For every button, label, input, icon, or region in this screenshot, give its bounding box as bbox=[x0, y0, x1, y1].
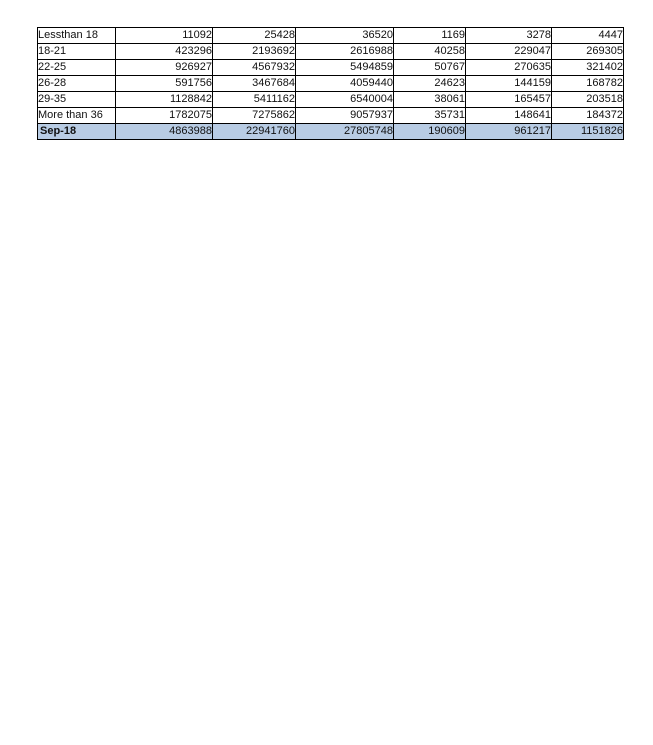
value-cell[interactable]: 5494859 bbox=[296, 60, 394, 76]
value-cell[interactable]: 165457 bbox=[466, 92, 552, 108]
age-group-data-table bbox=[37, 27, 624, 140]
table-row bbox=[38, 44, 624, 60]
value-cell[interactable]: 2616988 bbox=[296, 44, 394, 60]
row-label-cell[interactable]: 18-21 bbox=[38, 44, 116, 60]
value-cell[interactable]: 4059440 bbox=[296, 76, 394, 92]
value-cell[interactable]: 40258 bbox=[394, 44, 466, 60]
total-row bbox=[38, 124, 624, 140]
table-row bbox=[38, 108, 624, 124]
total-value-cell[interactable]: 190609 bbox=[394, 124, 466, 140]
value-cell[interactable]: 9057937 bbox=[296, 108, 394, 124]
value-cell[interactable]: 168782 bbox=[552, 76, 624, 92]
table-row bbox=[38, 28, 624, 44]
value-cell[interactable]: 2193692 bbox=[213, 44, 296, 60]
total-value-cell[interactable]: 961217 bbox=[466, 124, 552, 140]
value-cell[interactable]: 203518 bbox=[552, 92, 624, 108]
value-cell[interactable]: 25428 bbox=[213, 28, 296, 44]
value-cell[interactable]: 1782075 bbox=[116, 108, 213, 124]
row-label-cell[interactable]: 26-28 bbox=[38, 76, 116, 92]
value-cell[interactable]: 3467684 bbox=[213, 76, 296, 92]
value-cell[interactable]: 38061 bbox=[394, 92, 466, 108]
value-cell[interactable]: 1128842 bbox=[116, 92, 213, 108]
value-cell[interactable]: 36520 bbox=[296, 28, 394, 44]
value-cell[interactable]: 4567932 bbox=[213, 60, 296, 76]
row-label-cell[interactable]: Lessthan 18 bbox=[38, 28, 116, 44]
value-cell[interactable]: 148641 bbox=[466, 108, 552, 124]
value-cell[interactable]: 11092 bbox=[116, 28, 213, 44]
value-cell[interactable]: 423296 bbox=[116, 44, 213, 60]
total-value-cell[interactable]: 1151826 bbox=[552, 124, 624, 140]
value-cell[interactable]: 321402 bbox=[552, 60, 624, 76]
row-label-cell[interactable]: More than 36 bbox=[38, 108, 116, 124]
total-row-label-cell[interactable]: Sep-18 bbox=[38, 124, 116, 140]
value-cell[interactable]: 50767 bbox=[394, 60, 466, 76]
total-value-cell[interactable]: 22941760 bbox=[213, 124, 296, 140]
table-row bbox=[38, 60, 624, 76]
value-cell[interactable]: 6540004 bbox=[296, 92, 394, 108]
value-cell[interactable]: 269305 bbox=[552, 44, 624, 60]
value-cell[interactable]: 4447 bbox=[552, 28, 624, 44]
value-cell[interactable]: 7275862 bbox=[213, 108, 296, 124]
value-cell[interactable]: 184372 bbox=[552, 108, 624, 124]
value-cell[interactable]: 270635 bbox=[466, 60, 552, 76]
value-cell[interactable]: 24623 bbox=[394, 76, 466, 92]
value-cell[interactable]: 144159 bbox=[466, 76, 552, 92]
value-cell[interactable]: 591756 bbox=[116, 76, 213, 92]
value-cell[interactable]: 5411162 bbox=[213, 92, 296, 108]
table-row bbox=[38, 92, 624, 108]
row-label-cell[interactable]: 29-35 bbox=[38, 92, 116, 108]
row-label-cell[interactable]: 22-25 bbox=[38, 60, 116, 76]
total-value-cell[interactable]: 27805748 bbox=[296, 124, 394, 140]
value-cell[interactable]: 35731 bbox=[394, 108, 466, 124]
total-value-cell[interactable]: 4863988 bbox=[116, 124, 213, 140]
value-cell[interactable]: 1169 bbox=[394, 28, 466, 44]
value-cell[interactable]: 3278 bbox=[466, 28, 552, 44]
value-cell[interactable]: 926927 bbox=[116, 60, 213, 76]
value-cell[interactable]: 229047 bbox=[466, 44, 552, 60]
spreadsheet-area bbox=[37, 27, 624, 140]
table-row bbox=[38, 76, 624, 92]
